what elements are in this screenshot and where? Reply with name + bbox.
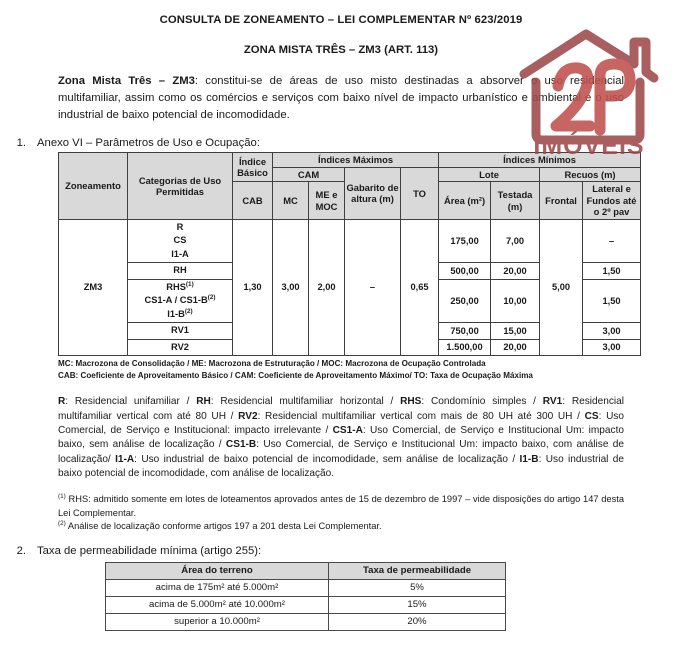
perm-th-area: Área do terreno [106, 562, 329, 579]
list-item-anexo [0, 137, 676, 149]
th-lateral-fundos: Lateral e Fundos até o 2º pav [583, 182, 641, 219]
footnote-2-marker: (2) [58, 520, 66, 528]
legend-abbr: CS1-A [332, 424, 363, 436]
th-me-moc: ME e MOC [309, 182, 345, 219]
perm-cell-area-2: superior a 10.000m² [106, 613, 329, 630]
list-item-number: 1. [16, 137, 26, 150]
cell-lateral-1: 1,50 [583, 263, 641, 279]
perm-header-row [106, 562, 506, 579]
cell-me-moc: 2,00 [309, 219, 345, 355]
table-row [106, 596, 506, 613]
th-frontal: Frontal [540, 182, 583, 219]
perm-cell-area-1: acima de 5.000m² até 10.000m² [106, 596, 329, 613]
cell-testada-4: 20,00 [491, 339, 540, 355]
cell-testada-1: 20,00 [491, 263, 540, 279]
legend-abbr: RHS [400, 396, 422, 408]
th-area: Área (m²) [439, 182, 491, 219]
legend-abbr: RV1 [542, 396, 563, 408]
footnote-2-text: Análise de localização conforme artigos 197 a 201 desta Lei Complementar. [65, 521, 382, 532]
intro-body: : constitui-se de áreas de uso misto destinadas a absorver o uso residencial multifamiliar, assim como os comércios e serviços com baixo nível de impacto urbanístico e ambiental e o uso industrial de baixo potencial de incomodidade. [58, 75, 624, 122]
category-label: RH [173, 265, 187, 276]
table-row [106, 613, 506, 630]
cell-frontal: 5,00 [540, 219, 583, 355]
legend-abbr: CS [584, 410, 599, 422]
category-label: I1-A [171, 248, 189, 259]
legend-abbr: CS1-B [225, 439, 257, 451]
cell-area-4: 1.500,00 [439, 339, 491, 355]
cell-categories-2 [128, 279, 233, 322]
cell-categories-4 [128, 339, 233, 355]
intro-paragraph [58, 73, 624, 124]
cell-categories-0 [128, 219, 233, 262]
cell-zone: ZM3 [59, 219, 128, 355]
cell-area-3: 750,00 [439, 323, 491, 339]
category-label: $I1-B^{(2)}$ [167, 307, 193, 319]
th-cam: CAM [273, 167, 345, 181]
use-categories-legend: R: Residencial unifamiliar / RH: Residencial multifamiliar horizontal / RHS: Condomínio simples / RV1: Residencial multifamiliar vertical com até 80 UH / RV2: Residencial multifamiliar vertical com mais de 80 UH até 300 UH / CS: Uso Comercial, de Serviço e Institucional: impacto irrelevante / CS1-A: Uso Comercial, de Serviço e Institucional Um: impacto baixo, sem análise de localização / CS1-B: Uso Comercial, de Serviço e Institucional Um: impacto baixo, com análise de localização/ I1-A: Uso industrial de baixo potencial de incomodidade, sem análise de localização / I1-B: Uso industrial de baixo potencial de incomodidade, com análise de localização. [58, 396, 625, 479]
perm-table-body [106, 579, 506, 630]
parameters-table [58, 152, 641, 356]
footnote-2 [58, 520, 624, 533]
legend-abbr: I1-A [115, 453, 135, 465]
category-label: CS [173, 235, 187, 246]
cell-testada-3: 15,00 [491, 323, 540, 339]
category-label: RV2 [171, 341, 189, 352]
cell-to: 0,65 [401, 219, 439, 355]
category-label: RV1 [171, 325, 189, 336]
cell-mc: 3,00 [273, 219, 309, 355]
perm-cell-rate-0: 5% [329, 579, 506, 596]
footnote-1-text: RHS: admitido somente em lotes de loteamentos aprovados antes de 15 de dezembro de 1997 – vide disposições do artigo 147 desta Lei Complementar. [58, 494, 624, 518]
abbr-line-1: MC: Macrozona de Consolidação / ME: Macrozona de Estruturação / MOC: Macrozona de Ocupação Controlada [58, 359, 486, 369]
th-lote: Lote [439, 167, 540, 181]
list-item-number: 2. [16, 544, 26, 557]
th-zoneamento: Zoneamento [59, 153, 128, 219]
category-footnote-marker: (2) [207, 294, 216, 302]
table-row [106, 579, 506, 596]
document-page [0, 14, 676, 664]
intro-zone-name: Zona Mista Três – ZM3 [58, 75, 195, 87]
category-label: RHS$^{(1)}$ [166, 280, 194, 292]
cell-lateral-2: 1,50 [583, 279, 641, 322]
cell-area-2: 250,00 [439, 279, 491, 322]
logo-brand-text: IMÓVEIS [533, 132, 645, 160]
perm-cell-area-0: acima de 175m² até 5.000m² [106, 579, 329, 596]
th-testada: Testada (m) [491, 182, 540, 219]
footnote-1-marker: (1) [58, 493, 66, 501]
cell-lateral-3: 3,00 [583, 323, 641, 339]
footnotes [58, 493, 624, 533]
legend-abbr: RH [196, 396, 211, 408]
th-indice-basico: Índice Básico [233, 153, 273, 182]
perm-th-rate: Taxa de permeabilidade [329, 562, 506, 579]
permeability-table [105, 562, 506, 631]
cell-area-1: 500,00 [439, 263, 491, 279]
th-indices-minimos: Índices Mínimos [439, 153, 641, 167]
cell-categories-3 [128, 323, 233, 339]
legend-abbr: R [58, 396, 66, 408]
cell-testada-0: 7,00 [491, 219, 540, 262]
th-recuos: Recuos (m) [540, 167, 641, 181]
cell-categories-1 [128, 263, 233, 279]
category-footnote-marker: (1) [185, 280, 194, 288]
page-title: CONSULTA DE ZONEAMENTO – LEI COMPLEMENTAR Nº 623/2019 [159, 14, 523, 26]
perm-table-wrapper [0, 562, 676, 631]
footnote-1 [58, 493, 624, 520]
legend-abbr: RV2 [238, 410, 258, 422]
cell-lateral-4: 3,00 [583, 339, 641, 355]
abbr-line-2: CAB: Coeficiente de Aproveitamento Básico / CAM: Coeficiente de Aproveitamento Máximo/ TO: Taxa de Ocupação Máxima [58, 371, 533, 381]
cell-gabarito: – [345, 219, 401, 355]
table-header-row-1 [59, 153, 641, 167]
list-item-label: Taxa de permeabilidade mínima (artigo 255): [37, 544, 262, 557]
perm-cell-rate-1: 15% [329, 596, 506, 613]
list-item-permeabilidade [0, 545, 676, 557]
th-to: TO [401, 167, 439, 219]
cell-area-0: 175,00 [439, 219, 491, 262]
page-subtitle: ZONA MISTA TRÊS – ZM3 (ART. 113) [243, 44, 439, 56]
th-cab: CAB [233, 182, 273, 219]
th-gabarito: Gabarito de altura (m) [345, 167, 401, 219]
cell-cab: 1,30 [233, 219, 273, 355]
table-row [59, 219, 641, 262]
th-categorias: Categorias de Uso Permitidas [128, 153, 233, 219]
category-label: $CS1-A / CS1-B^{(2)}$ [144, 294, 216, 306]
legend-abbr: I1-B [519, 453, 539, 465]
category-footnote-marker: (2) [184, 307, 193, 315]
th-mc: MC [273, 182, 309, 219]
main-table-wrapper [0, 152, 676, 356]
th-indices-maximos: Índices Máximos [273, 153, 439, 167]
category-label: R [176, 221, 184, 232]
abbreviation-notes [0, 358, 676, 382]
cell-lateral-0: – [583, 219, 641, 262]
cell-testada-2: 10,00 [491, 279, 540, 322]
list-item-label: Anexo VI – Parâmetros de Uso e Ocupação: [37, 137, 260, 150]
perm-cell-rate-2: 20% [329, 613, 506, 630]
